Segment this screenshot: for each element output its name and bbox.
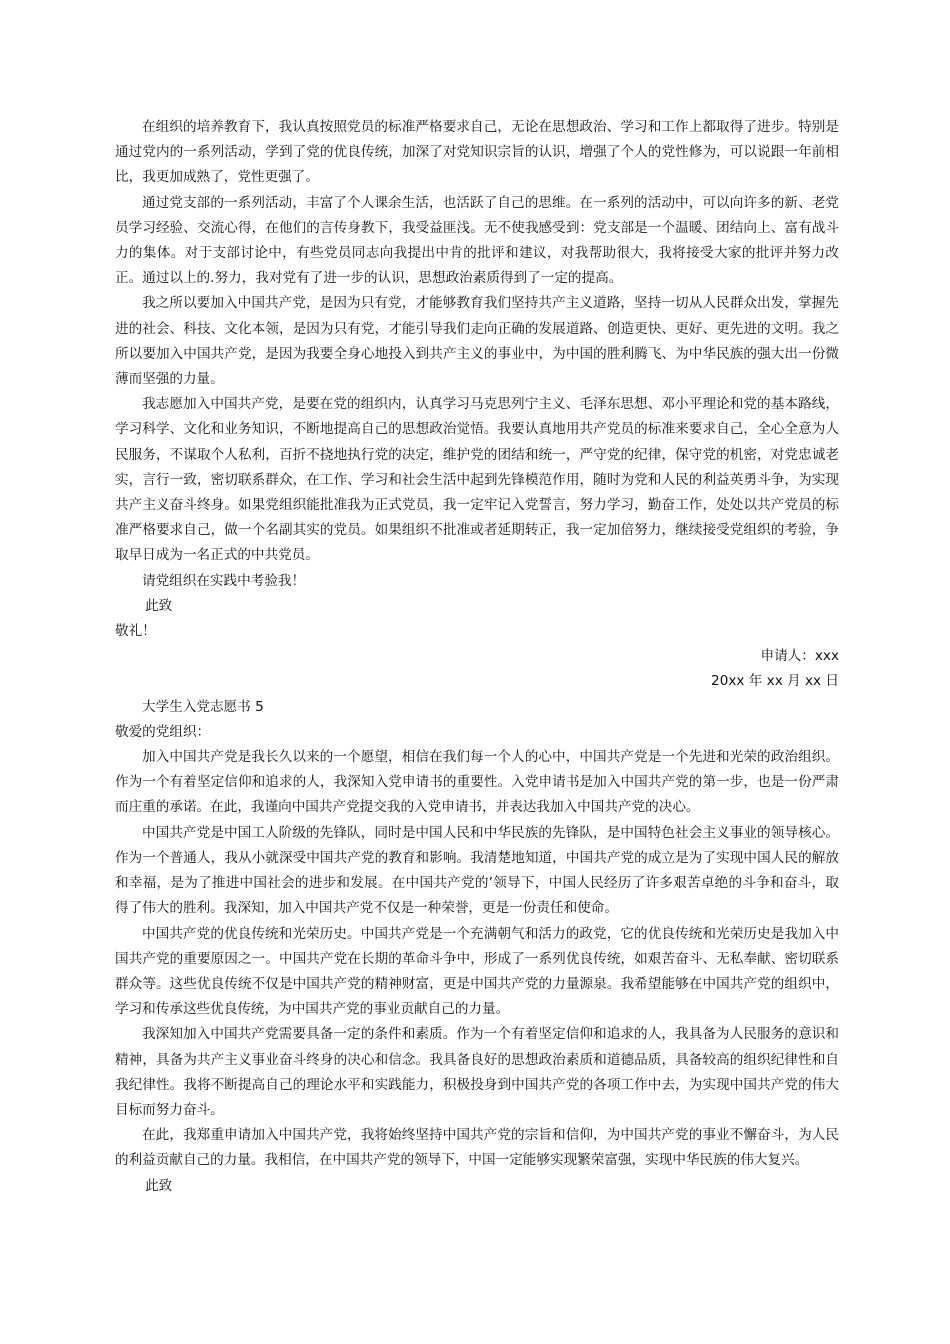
body-paragraph: 我志愿加入中国共产党，是要在党的组织内，认真学习马克思列宁主义、毛泽东思想、邓小平理论和党的基本路线，学习科学、文化和业务知识，不断地提高自己的思想政治觉悟。我要认真地用共产党员的标准来要求自己，全心全意为人民服务，不谋取个人私利，百折不挠地执行党的决定，维护党的团结和统一，严守党的纪律，保守党的机密，对党忠诚老实，言行一致，密切联系群众，在工作、学习和社会生活中起到先锋模范作用，随时为党和人民的利益英勇斗争，为实现共产主义奋斗终身。如果党组织能批准我为正式党员，我一定牢记入党誓言，努力学习，勤奋工作，处处以共产党员的标准严格要求自己，做一个名副其实的党员。如果组织不批准或者延期转正，我一定加倍努力，继续接受党组织的考验，争取早日成为一名正式的中共党员。 — [115, 396, 839, 564]
body-paragraph: 在组织的培养教育下，我认真按照党员的标准严格要求自己，无论在思想政治、学习和工作上都取得了进步。特别是通过党内的一系列活动，学到了党的优良传统，加深了对党知识宗旨的认识，增强了个人的党性修为，可以说跟一年前相比，我更加成熟了，党性更强了。 — [115, 119, 839, 186]
body-paragraph: 在此，我郑重申请加入中国共产党，我将始终坚持中国共产党的宗旨和信仰，为中国共产党的事业不懈奋斗，为人民的利益贡献自己的力量。我相信，在中国共产党的领导下，中国一定能够实现繁荣富强，实现中华民族的伟大复兴。 — [115, 1127, 839, 1169]
body-paragraph: 我之所以要加入中国共产党，是因为只有党，才能够教育我们坚持共产主义道路，坚持一切从人民群众出发，掌握先进的社会、科技、文化本领，是因为只有党，才能引导我们走向正确的发展道路、创造更快、更好、更先进的文明。我之所以要加入中国共产党，是因为我要全身心地投入到共产主义的事业中，为中国的胜利腾飞、为中华民族的强大出一份微薄而坚强的力量。 — [115, 295, 839, 388]
body-paragraph: 中国共产党的优良传统和光荣历史。中国共产党是一个充满朝气和活力的政党，它的优良传统和光荣历史是我加入中国共产党的重要原因之一。中国共产党在长期的革命斗争中，形成了一系列优良传统，如艰苦奋斗、无私奉献、密切联系群众等。这些优良传统不仅是中国共产党的精神财富，更是中国共产党的力量源泉。我希望能够在中国共产党的组织中，学习和传承这些优良传统，为中国共产党的事业贡献自己的力量。 — [115, 925, 839, 1018]
document-page — [115, 115, 839, 1199]
applicant-signature: 申请人：xxx — [760, 648, 839, 665]
body-paragraph: 加入中国共产党是我长久以来的一个愿望，相信在我们每一个人的心中，中国共产党是一个先进和光荣的政治组织。作为一个有着坚定信仰和追求的人，我深知入党申请书的重要性。入党申请书是加入中国共产党的第一步，也是一份严肃而庄重的承诺。在此，我谨向中国共产党提交我的入党申请书，并表达我加入中国共产党的决心。 — [115, 749, 839, 816]
closing-phrase: 此致 — [145, 597, 173, 614]
greeting: 敬爱的党组织： — [115, 723, 211, 740]
body-paragraph: 请党组织在实践中考验我！ — [142, 572, 306, 589]
body-paragraph: 中国共产党是中国工人阶级的先锋队，同时是中国人民和中华民族的先锋队，是中国特色社会主义事业的领导核心。作为一个普通人，我从小就深受中国共产党的教育和影响。我清楚地知道，中国共产党的成立是为了实现中国人民的解放和幸福，是为了推进中国社会的进步和发展。在中国共产党的’领导下，中国人民经历了许多艰苦卓绝的斗争和奋斗，取得了伟大的胜利。我深知，加入中国共产党不仅是一种荣誉，更是一份责任和使命。 — [115, 824, 839, 917]
salute-phrase: 敬礼！ — [115, 623, 156, 640]
signature-date: 20xx 年 xx 月 xx 日 — [711, 673, 839, 690]
body-paragraph: 通过党支部的一系列活动，丰富了个人课余生活，也活跃了自己的思维。在一系列的活动中，可以向许多的新、老党员学习经验、交流心得，在他们的言传身教下，我受益匪浅。无不使我感受到：党支部是一个温暖、团结向上、富有战斗力的集体。对于支部讨论中，有些党员同志向我提出中肯的批评和建议，对我帮助很大，我将接受大家的批评并努力改正。通过以上的.努力，我对党有了进一步的认识，思想政治素质得到了一定的提高。 — [115, 194, 839, 287]
section-title: 大学生入党志愿书 5 — [142, 698, 264, 715]
closing-phrase: 此致 — [145, 1177, 173, 1194]
body-paragraph: 我深知加入中国共产党需要具备一定的条件和素质。作为一个有着坚定信仰和追求的人，我具备为人民服务的意识和精神，具备为共产主义事业奋斗终身的决心和信念。我具备良好的思想政治素质和道德品质，具备较高的组织纪律性和自我纪律性。我将不断提高自己的理论水平和实践能力，积极投身到中国共产党的各项工作中去，为实现中国共产党的伟大目标而努力奋斗。 — [115, 1026, 839, 1118]
